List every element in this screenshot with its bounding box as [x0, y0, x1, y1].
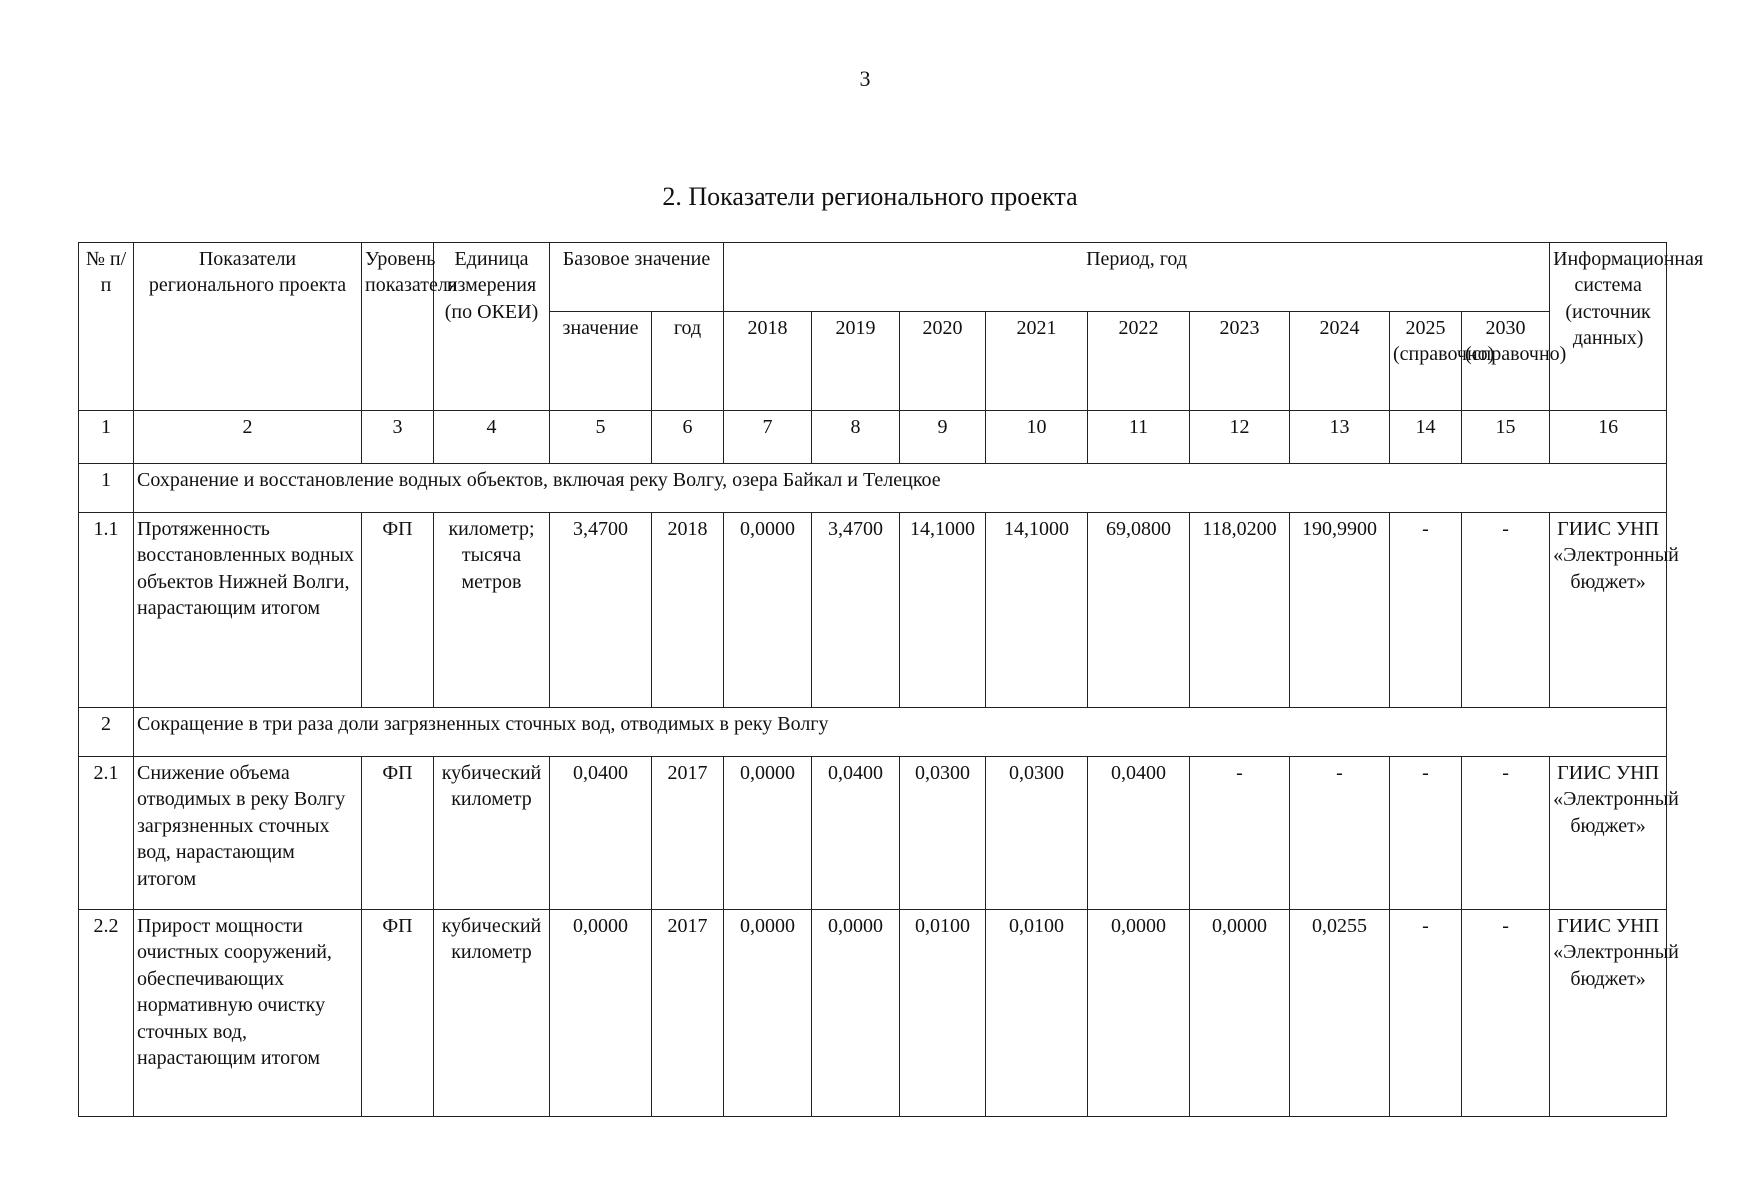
row-indicator: Протяженность восстановленных водных объектов Нижней Волги, нарастающим итогом: [134, 513, 362, 708]
row-value-2019: 0,0000: [812, 910, 900, 1117]
page-number: 3: [859, 66, 871, 91]
column-numbers-row: [79, 411, 1667, 464]
row-value-2022: 69,0800: [1088, 513, 1190, 708]
column-number: 3: [362, 411, 434, 464]
row-value-2020: 14,1000: [900, 513, 986, 708]
row-indicator: Прирост мощности очистных сооружений, обеспечивающих нормативную очистку сточных вод, нарастающим итогом: [134, 910, 362, 1117]
column-number: 4: [434, 411, 550, 464]
table-row: [79, 910, 1667, 1117]
row-level: ФП: [362, 513, 434, 708]
column-number: 11: [1088, 411, 1190, 464]
row-value-2021: 0,0100: [986, 910, 1088, 1117]
header-value: значение: [550, 312, 652, 411]
row-value-2025: -: [1390, 910, 1462, 1117]
header-base-value: Базовое значение: [550, 243, 724, 312]
group-row: [79, 464, 1667, 513]
row-value-2020: 0,0100: [900, 910, 986, 1117]
column-number: 9: [900, 411, 986, 464]
row-value-2019: 3,4700: [812, 513, 900, 708]
group-row: [79, 708, 1667, 757]
row-source: ГИИС УНП «Электронный бюджет»: [1550, 513, 1667, 708]
group-num: 1: [79, 464, 134, 513]
header-year-2024: 2024: [1290, 312, 1390, 411]
row-unit: кубический километр: [434, 910, 550, 1117]
row-value-2030: -: [1462, 910, 1550, 1117]
row-value-2024: 190,9900: [1290, 513, 1390, 708]
row-value-2018: 0,0000: [724, 513, 812, 708]
indicators-table: [78, 242, 1704, 1117]
header-period: Период, год: [724, 243, 1550, 312]
row-base-value: 3,4700: [550, 513, 652, 708]
row-value-2021: 14,1000: [986, 513, 1088, 708]
row-level: ФП: [362, 910, 434, 1117]
row-base-year: 2017: [652, 910, 724, 1117]
row-source: ГИИС УНП «Электронный бюджет»: [1550, 910, 1667, 1117]
row-num: 1.1: [79, 513, 134, 708]
row-base-value: 0,0400: [550, 757, 652, 910]
header-year-2023: 2023: [1190, 312, 1290, 411]
row-num: 2.2: [79, 910, 134, 1117]
header-year-2018: 2018: [724, 312, 812, 411]
row-value-2025: -: [1390, 757, 1462, 910]
header-row-top: [79, 243, 1667, 312]
header-year-2019: 2019: [812, 312, 900, 411]
row-indicator: Снижение объема отводимых в реку Волгу загрязненных сточных вод, нарастающим итогом: [134, 757, 362, 910]
row-value-2030: -: [1462, 757, 1550, 910]
header-info-system: Информационная система (источник данных): [1550, 243, 1667, 411]
column-number: 6: [652, 411, 724, 464]
row-base-value: 0,0000: [550, 910, 652, 1117]
column-number: 12: [1190, 411, 1290, 464]
header-num: № п/п: [79, 243, 134, 411]
row-value-2024: 0,0255: [1290, 910, 1390, 1117]
row-base-year: 2017: [652, 757, 724, 910]
header-year-2022: 2022: [1088, 312, 1190, 411]
group-num: 2: [79, 708, 134, 757]
row-unit: километр; тысяча метров: [434, 513, 550, 708]
header-year-2025: 2025 (справочно): [1390, 312, 1462, 411]
row-unit: кубический километр: [434, 757, 550, 910]
column-number: 2: [134, 411, 362, 464]
column-number: 1: [79, 411, 134, 464]
group-title: Сокращение в три раза доли загрязненных сточных вод, отводимых в реку Волгу: [134, 708, 1667, 757]
header-unit: Единица измерения (по ОКЕИ): [434, 243, 550, 411]
header-year-2021: 2021: [986, 312, 1088, 411]
group-title: Сохранение и восстановление водных объектов, включая реку Волгу, озера Байкал и Телецкое: [134, 464, 1667, 513]
header-year: год: [652, 312, 724, 411]
header-indicator: Показатели регионального проекта: [134, 243, 362, 411]
row-value-2018: 0,0000: [724, 910, 812, 1117]
column-number: 10: [986, 411, 1088, 464]
row-value-2019: 0,0400: [812, 757, 900, 910]
header-year-2020: 2020: [900, 312, 986, 411]
row-value-2021: 0,0300: [986, 757, 1088, 910]
column-number: 16: [1550, 411, 1667, 464]
table-row: [79, 757, 1667, 910]
header-level: Уровень показателя: [362, 243, 434, 411]
row-value-2023: -: [1190, 757, 1290, 910]
row-num: 2.1: [79, 757, 134, 910]
row-value-2020: 0,0300: [900, 757, 986, 910]
column-number: 5: [550, 411, 652, 464]
row-value-2024: -: [1290, 757, 1390, 910]
row-base-year: 2018: [652, 513, 724, 708]
header-year-2030: 2030 (справочно): [1462, 312, 1550, 411]
row-value-2023: 0,0000: [1190, 910, 1290, 1117]
column-number: 8: [812, 411, 900, 464]
row-value-2025: -: [1390, 513, 1462, 708]
row-value-2018: 0,0000: [724, 757, 812, 910]
row-value-2023: 118,0200: [1190, 513, 1290, 708]
row-level: ФП: [362, 757, 434, 910]
column-number: 13: [1290, 411, 1390, 464]
section-title: 2. Показатели регионального проекта: [662, 182, 1078, 211]
column-number: 15: [1462, 411, 1550, 464]
row-value-2022: 0,0000: [1088, 910, 1190, 1117]
column-number: 7: [724, 411, 812, 464]
column-number: 14: [1390, 411, 1462, 464]
row-source: ГИИС УНП «Электронный бюджет»: [1550, 757, 1667, 910]
table-row: [79, 513, 1667, 708]
row-value-2022: 0,0400: [1088, 757, 1190, 910]
row-value-2030: -: [1462, 513, 1550, 708]
